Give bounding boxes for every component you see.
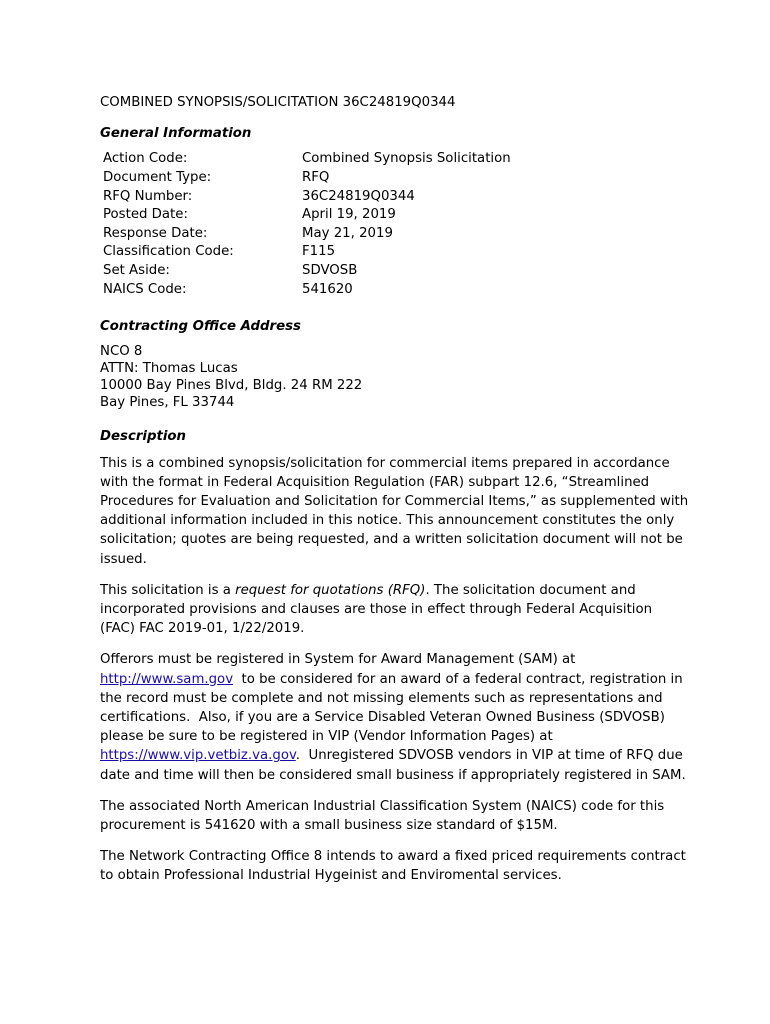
- info-value: SDVOSB: [302, 262, 358, 278]
- info-label: Classification Code:: [103, 244, 234, 260]
- info-row: [103, 150, 511, 169]
- description-paragraph-4: The associated North American Industrial Classification System (NAICS) code for this procurement is 541620 with a small business size standard of $15M.: [100, 798, 665, 834]
- info-row: [103, 169, 511, 188]
- description-paragraph-5: The Network Contracting Office 8 intends to award a fixed priced requirements contract to obtain Professional Industrial Hygeinist and Enviromental services.: [100, 849, 686, 884]
- paragraph-text: . The solicitation document and incorporated provisions and clauses are those in effect through Federal Acquisition (FAC) FAC 2019-01, 1/22/2019.: [100, 582, 653, 637]
- info-label: RFQ Number:: [103, 188, 193, 204]
- address-line: NCO 8: [100, 344, 143, 360]
- paragraph-text: to be considered for an award of a federal contract, registration in the record must be complete and not missing elements such as representations and certifications. Also, if you are a Service Disabled Veteran Owned Business (SDVOSB) please be sure to be registered in VIP (Vendor Information Pages) at: [100, 671, 687, 745]
- info-value: 541620: [302, 281, 353, 297]
- description-heading: Description: [100, 429, 187, 445]
- sam-gov-link[interactable]: http://www.sam.gov: [100, 671, 234, 687]
- document-page: [100, 93, 690, 886]
- general-information-table: [103, 150, 511, 299]
- info-label: Document Type:: [103, 170, 212, 185]
- contracting-office-address: [100, 343, 690, 411]
- address-line: 10000 Bay Pines Blvd, Bldg. 24 RM 222: [100, 378, 363, 394]
- info-value: F115: [302, 244, 336, 260]
- description-paragraph-3: [100, 650, 690, 784]
- info-row: [103, 225, 511, 244]
- rfq-emphasis: request for quotations (RFQ): [235, 582, 426, 598]
- paragraph-text: This solicitation is a: [100, 582, 236, 598]
- info-row: [103, 243, 511, 262]
- description-paragraph-2: [100, 581, 690, 639]
- info-value: May 21, 2019: [302, 225, 393, 241]
- info-label: Set Aside:: [103, 262, 170, 278]
- address-line: Bay Pines, FL 33744: [100, 395, 235, 411]
- info-label: Response Date:: [103, 225, 208, 241]
- vip-vetbiz-link[interactable]: https://www.vip.vetbiz.va.gov: [100, 748, 296, 764]
- paragraph-text: Offerors must be registered in System for Award Management (SAM) at: [100, 652, 576, 668]
- info-row: [103, 188, 511, 207]
- document-title: COMBINED SYNOPSIS/SOLICITATION 36C24819Q0344: [100, 95, 456, 110]
- contracting-office-heading: Contracting Office Address: [100, 319, 301, 335]
- info-value: 36C24819Q0344: [302, 188, 415, 204]
- info-label: Posted Date:: [103, 207, 188, 223]
- paragraph-text: . Unregistered SDVOSB vendors in VIP at time of RFQ due date and time will then be considered small business if appropriately registered in SAM.: [100, 748, 688, 783]
- info-label: Action Code:: [103, 151, 188, 167]
- info-row: [103, 281, 511, 300]
- info-label: NAICS Code:: [103, 281, 187, 297]
- info-value: Combined Synopsis Solicitation: [302, 151, 511, 167]
- address-line: ATTN: Thomas Lucas: [100, 361, 238, 377]
- description-paragraph-1: This is a combined synopsis/solicitation for commercial items prepared in accordance with the format in Federal Acquisition Regulation (FAR) subpart 12.6, “Streamlined Procedures for Evaluation and Solicitation for Commercial Items,” as supplemented with additional information included in this notice. This announcement constitutes the only solicitation; quotes are being requested, and a written solicitation document will not be issued.: [100, 455, 689, 567]
- info-value: April 19, 2019: [302, 207, 396, 223]
- general-information-heading: General Information: [100, 126, 252, 142]
- info-row: [103, 206, 511, 225]
- info-row: [103, 262, 511, 281]
- info-value: RFQ: [302, 170, 330, 185]
